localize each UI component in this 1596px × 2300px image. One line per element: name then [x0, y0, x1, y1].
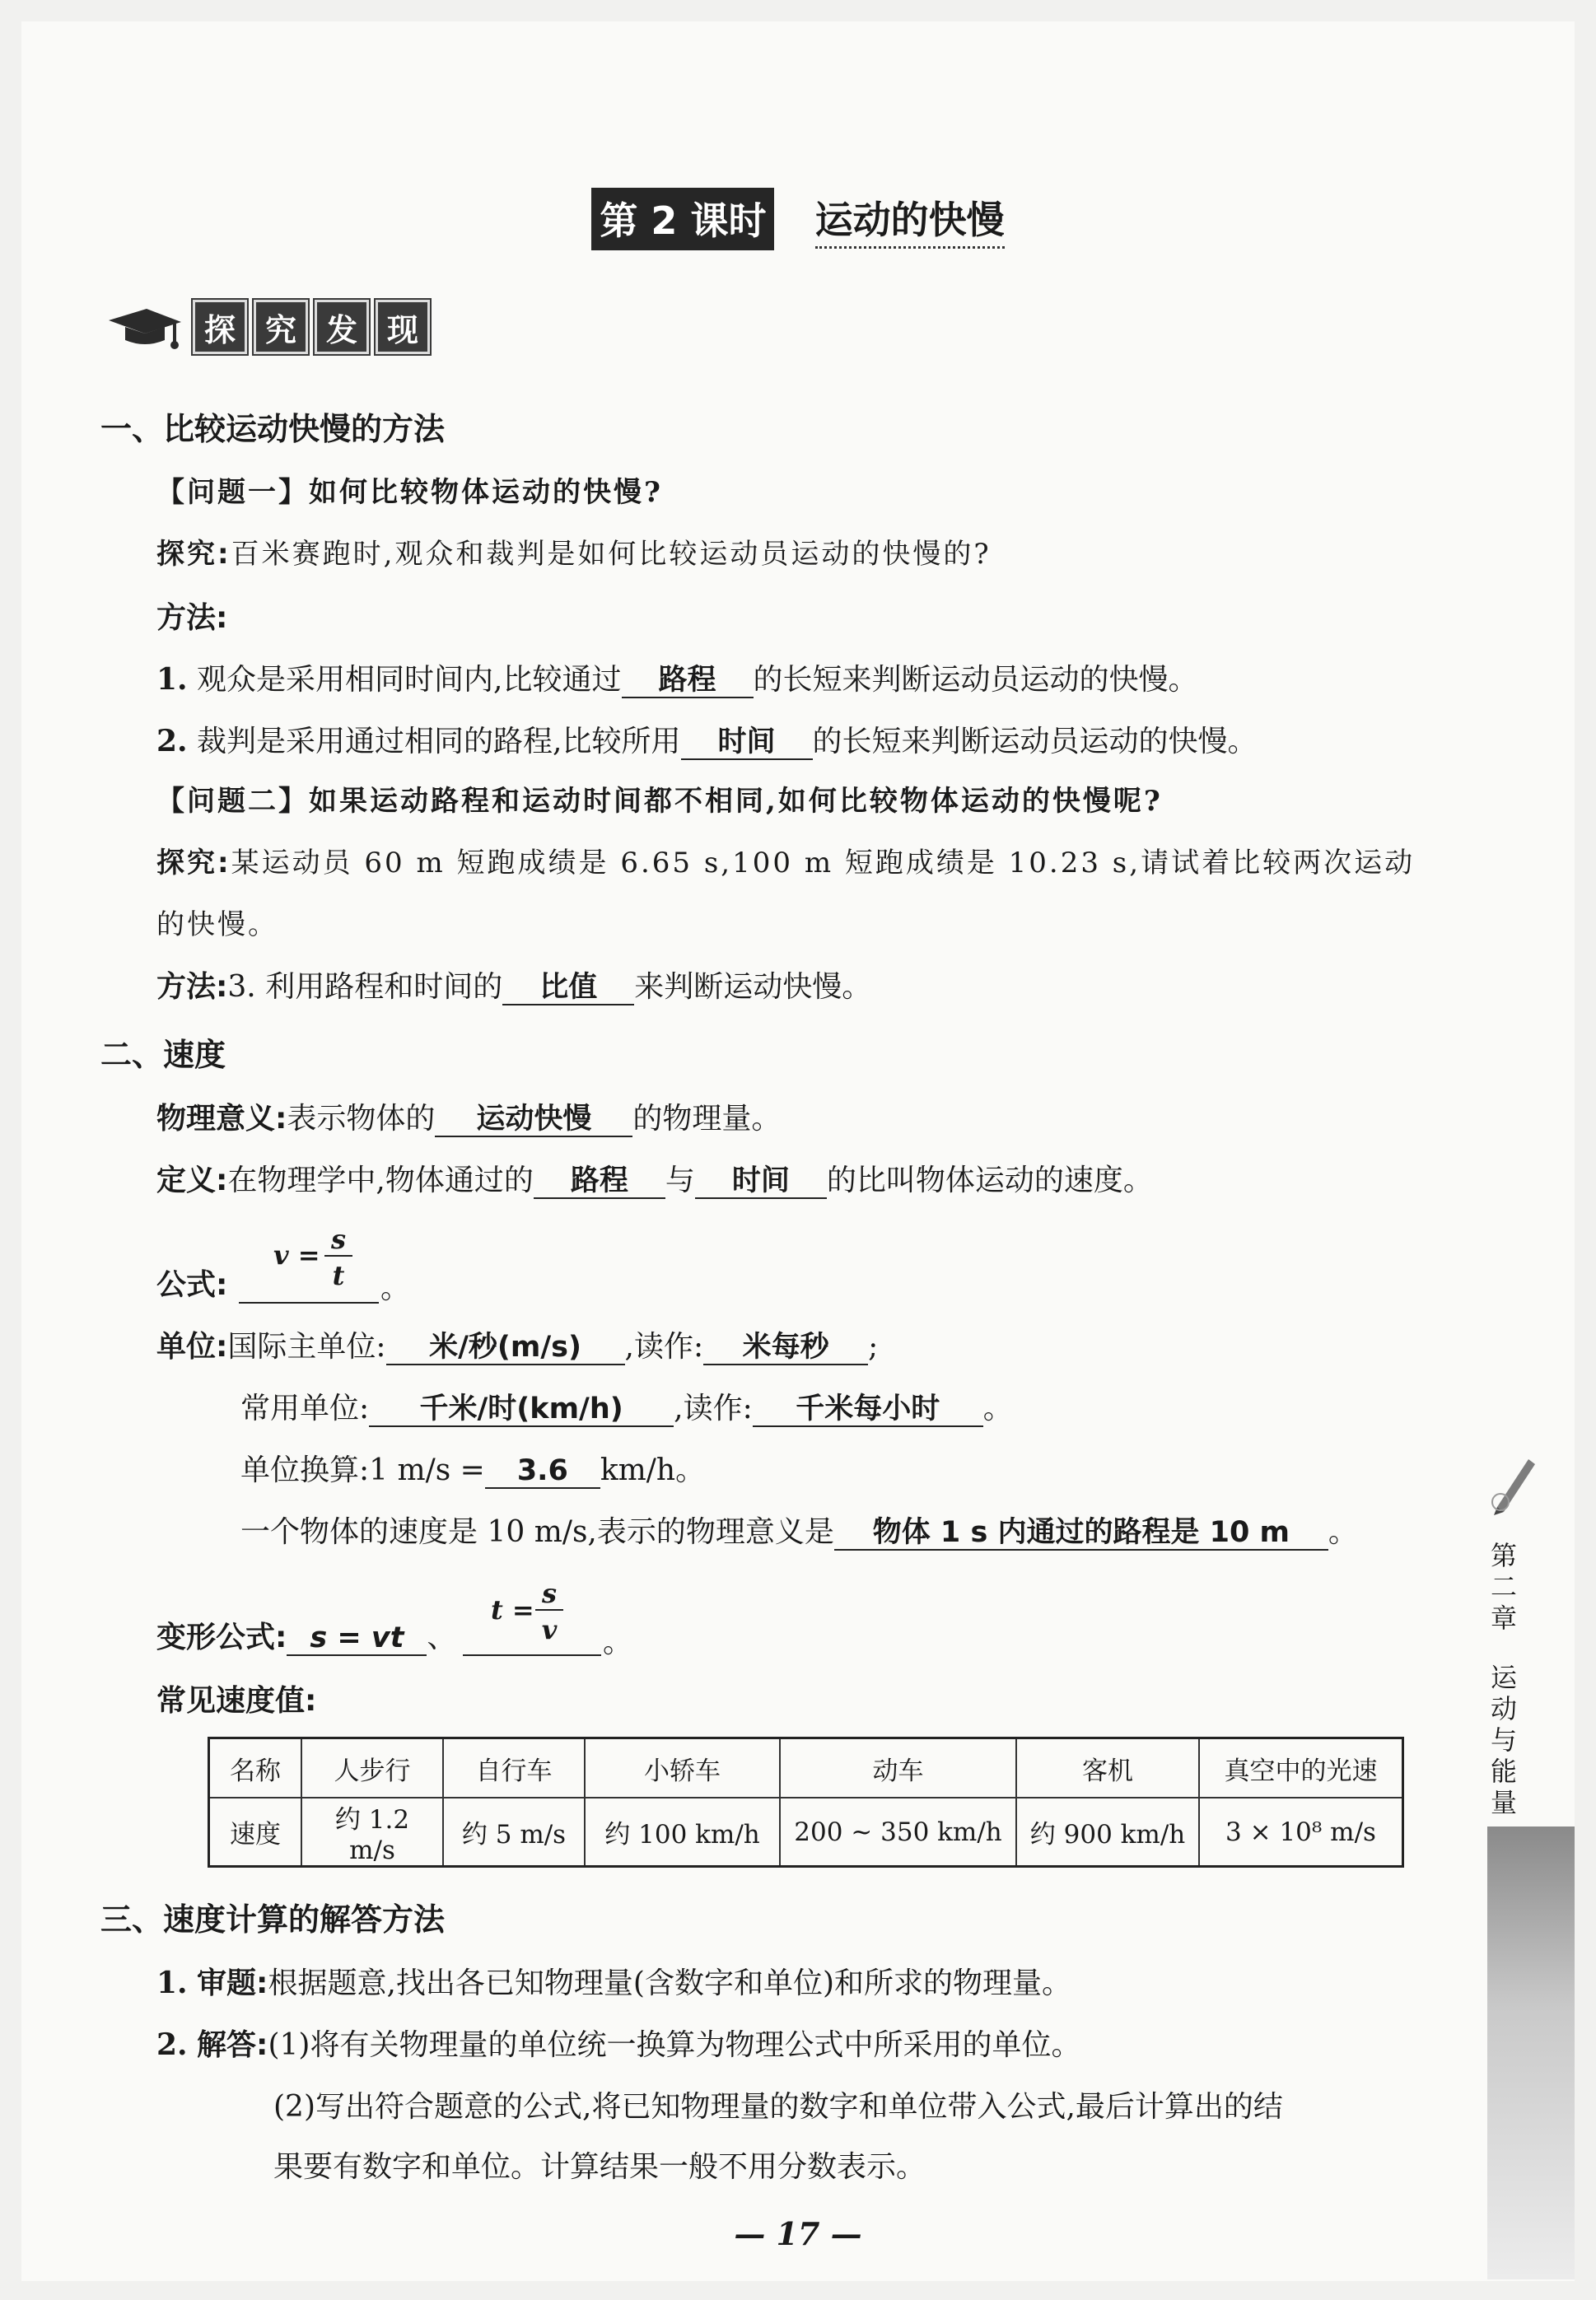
speed-example: 一个物体的速度是 10 m/s,表示的物理意义是 物体 1 s 内通过的路程是 10 m 。: [240, 1509, 1358, 1551]
common-speeds-label: 常见速度值:: [156, 1684, 317, 1718]
pencil-icon: [1482, 1451, 1540, 1517]
page: [21, 21, 1575, 2281]
formula-numerator: s: [324, 1224, 352, 1257]
table-cell: 客机: [1016, 1738, 1199, 1798]
graduation-cap-icon: [105, 302, 184, 352]
badge-char: 发: [315, 300, 369, 354]
definition: 定义:在物理学中,物体通过的 路程 与 时间 的比叫物体运动的速度。: [156, 1157, 1153, 1199]
table-row: [209, 1798, 1403, 1867]
variant-formula: 变形公式: s = vt 、: [156, 1614, 456, 1656]
table-cell: 动车: [780, 1738, 1016, 1798]
answer-blank: 3.6: [485, 1454, 600, 1489]
formula-end: 。: [380, 1271, 411, 1305]
question-2: 【问题二】如果运动路程和运动时间都不相同,如何比较物体运动的快慢呢?: [156, 785, 1163, 818]
section-badge: [105, 300, 436, 354]
explore-2: 探究:某运动员 60 m 短跑成绩是 6.65 s,100 m 短跑成绩是 10.23 s,请试着比较两次运动: [156, 847, 1416, 879]
answer-blank: 比值: [502, 971, 634, 1005]
answer-blank: 千米每小时: [753, 1393, 983, 1427]
side-tab-chapter: 第 二 章: [1490, 1540, 1517, 1634]
badge-char: 探: [193, 300, 247, 354]
side-tab-topic: 运 动 与 能 量: [1490, 1662, 1517, 1818]
answer-blank: s = vt: [287, 1621, 427, 1656]
step-2-part2-cont: 果要有数字和单位。计算结果一般不用分数表示。: [273, 2150, 926, 2184]
table-cell: 人步行: [301, 1738, 443, 1798]
method-2: 2. 裁判是采用通过相同的路程,比较所用 时间 的长短来判断运动员运动的快慢。: [156, 718, 1258, 760]
table-header-row: [209, 1738, 1403, 1798]
step-2: 2. 解答:(1)将有关物理量的单位统一换算为物理公式中所采用的单位。: [156, 2027, 1081, 2062]
table-cell: 约 5 m/s: [443, 1798, 585, 1867]
variant-lhs: t =: [491, 1594, 534, 1626]
answer-blank: 运动快慢: [435, 1103, 632, 1137]
formula-blank-line: [239, 1281, 379, 1304]
unit-conversion: 单位换算:1 m/s = 3.6 km/h。: [240, 1447, 705, 1489]
section-heading-1: 一、比较运动快慢的方法: [100, 411, 446, 447]
lesson-title: 运动的快慢: [815, 190, 1005, 249]
badge-char: 现: [376, 300, 430, 354]
answer-blank: 物体 1 s 内通过的路程是 10 m: [834, 1516, 1328, 1551]
section-heading-3: 三、速度计算的解答方法: [100, 1901, 446, 1938]
variant-numerator: s: [535, 1578, 563, 1611]
table-cell: 速度: [209, 1798, 302, 1867]
variant-denominator: v: [541, 1614, 558, 1645]
method-label: 方法:: [156, 601, 228, 635]
answer-blank: 路程: [622, 664, 754, 698]
variant-blank-line: [463, 1633, 601, 1656]
answer-blank: 米/秒(m/s): [386, 1331, 625, 1365]
badge-char: 究: [254, 300, 308, 354]
table-cell: 约 1.2 m/s: [301, 1798, 443, 1867]
explore-2-cont: 的快慢。: [156, 908, 278, 941]
table-cell: 自行车: [443, 1738, 585, 1798]
table-cell: 真空中的光速: [1199, 1738, 1403, 1798]
table-cell: 200 ~ 350 km/h: [780, 1798, 1016, 1867]
section-heading-2: 二、速度: [100, 1037, 226, 1073]
table-cell: 3 × 10⁸ m/s: [1199, 1798, 1403, 1867]
side-tab-bar: [1487, 1826, 1575, 2279]
answer-blank: 米每秒: [703, 1331, 868, 1365]
answer-blank: 时间: [695, 1164, 827, 1199]
table-cell: 名称: [209, 1738, 302, 1798]
step-1: 1. 审题:根据题意,找出各已知物理量(含数字和单位)和所求的物理量。: [156, 1966, 1071, 2000]
unit-si: 单位:国际主单位: 米/秒(m/s) ,读作: 米每秒 ;: [156, 1323, 878, 1365]
step-2-part2: (2)写出符合题意的公式,将已知物理量的数字和单位带入公式,最后计算出的结: [273, 2090, 1283, 2124]
speed-table: [208, 1737, 1404, 1868]
formula-lhs: v =: [273, 1239, 320, 1271]
physical-meaning: 物理意义:表示物体的 运动快慢 的物理量。: [156, 1095, 781, 1137]
answer-blank: 时间: [681, 725, 813, 760]
explore-1: 探究:百米赛跑时,观众和裁判是如何比较运动员运动的快慢的?: [156, 538, 992, 571]
question-1: 【问题一】如何比较物体运动的快慢?: [156, 476, 663, 509]
variant-end: 。: [603, 1626, 633, 1659]
table-cell: 约 100 km/h: [585, 1798, 780, 1867]
formula-denominator: t: [332, 1260, 345, 1291]
table-cell: 约 900 km/h: [1016, 1798, 1199, 1867]
unit-common: 常用单位: 千米/时(km/h) ,读作: 千米每小时 。: [240, 1385, 1013, 1427]
answer-blank: 千米/时(km/h): [369, 1393, 674, 1427]
lesson-header: [0, 188, 1596, 250]
answer-blank: 路程: [534, 1164, 665, 1199]
formula-label: 公式:: [156, 1268, 228, 1302]
method-1: 1. 观众是采用相同时间内,比较通过 路程 的长短来判断运动员运动的快慢。: [156, 656, 1198, 698]
page-number: — 17 —: [734, 2215, 862, 2252]
lesson-number: 第 2 课时: [591, 188, 774, 250]
method-3: 方法:3. 利用路程和时间的 比值 来判断运动快慢。: [156, 963, 871, 1005]
table-cell: 小轿车: [585, 1738, 780, 1798]
